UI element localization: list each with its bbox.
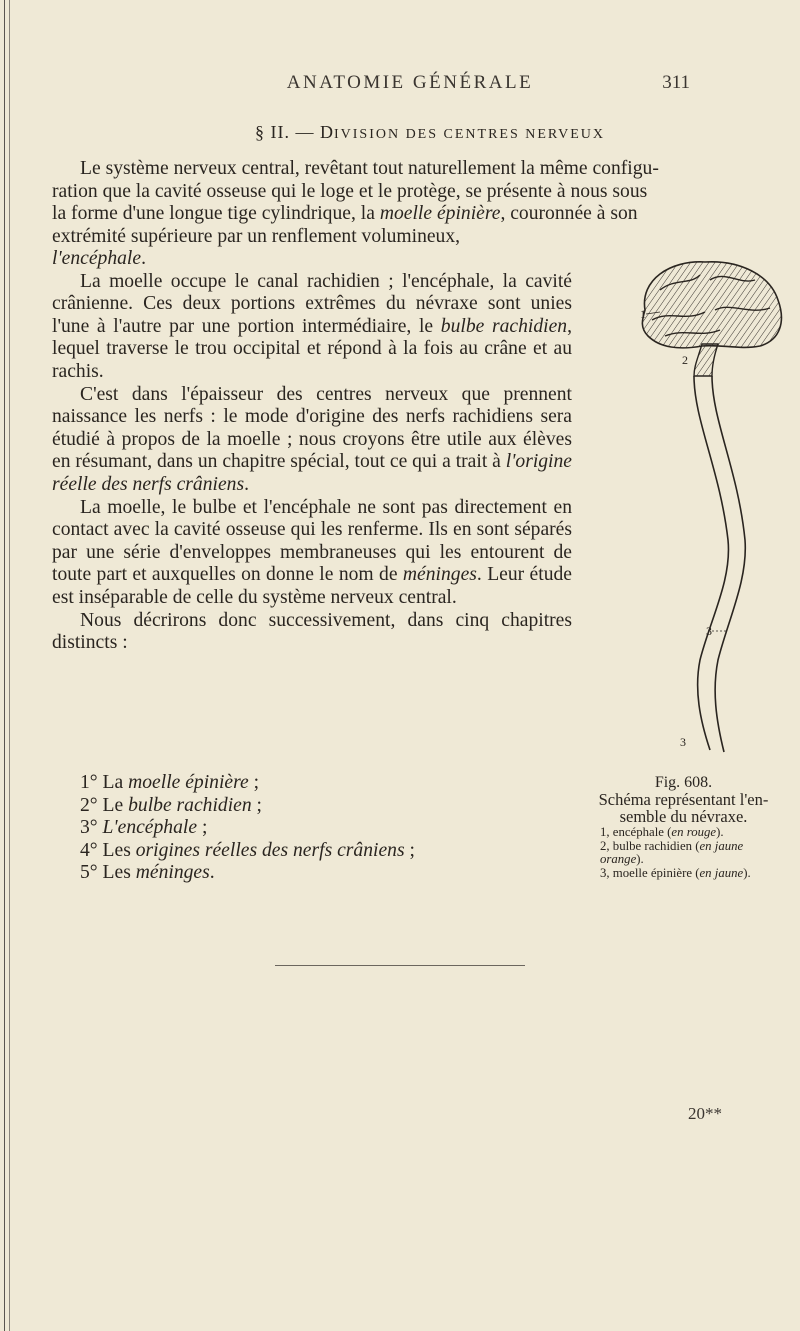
footnote-rule — [275, 965, 525, 966]
encephale-drawing — [642, 262, 781, 348]
paragraph: Nous décrirons donc successivement, dans cinq chapitres distincts : — [52, 609, 572, 654]
bulbe-drawing — [694, 344, 718, 376]
figure-label-1: 1 — [640, 307, 646, 321]
list-number: 1° — [80, 772, 103, 793]
legend-text: ). — [743, 865, 751, 880]
list-number: 3° — [80, 817, 103, 839]
section-title: IVISION DES CENTRES NERVEUX — [333, 127, 606, 142]
list-text: ; — [197, 817, 208, 839]
paragraph-text: . — [244, 473, 249, 495]
figure-number: Fig. 608. — [654, 774, 713, 791]
caption-line: semble du névraxe. — [619, 807, 748, 826]
list-term: moelle épinière — [128, 772, 249, 793]
paragraph-text: C'est dans l'épaisseur des centres nerveux que prennent naissance les nerfs : le mode d'origine des nerfs rachidiens sera étudié à propos de la moelle ; nous croyons être utile aux élèves en résumant, dans un chapitre spécial, tout ce qui a trait à — [52, 383, 572, 473]
section-title-initial: D — [319, 122, 334, 142]
running-title: ANATOMIE GÉNÉRALE — [286, 72, 534, 93]
list-text: Le — [102, 794, 129, 816]
intro-line: ration que la cavité osseuse qui le loge et le protège, se présente à nous sous — [52, 180, 648, 202]
figure-legend — [600, 826, 800, 880]
list-item — [52, 795, 572, 818]
legend-color: en rouge — [671, 825, 717, 839]
legend-item — [600, 826, 800, 840]
figure-caption — [576, 774, 791, 825]
intro-text: la forme d'une longue tige cylindrique, la — [52, 203, 380, 225]
list-term: origines réelles des nerfs crâniens — [135, 839, 405, 861]
list-number: 4° — [80, 839, 103, 861]
term-moelle: moelle épinière — [379, 203, 501, 225]
list-item — [52, 862, 572, 885]
paragraph-text: La moelle, le bulbe et l'encéphale ne sont pas directement en contact avec la cavité osseuse qui les renferme. Ils en sont séparés par une série d'enveloppes membraneuses qui les entourent de toute part et auxquelles on donne le nom de — [52, 496, 572, 586]
list-term: L'encéphale — [102, 817, 198, 839]
legend-text: 2, bulbe rachidien ( — [600, 838, 700, 853]
legend-color: en jaune — [699, 865, 744, 880]
paragraph-text: La moelle occupe le canal rachidien ; l'encéphale, la cavité crânienne. Ces deux portions extrêmes du névraxe sont unies l'une à l'autre par une portion intermédiaire, le — [52, 270, 572, 337]
page-number: 311 — [662, 72, 690, 93]
text-column — [52, 248, 572, 655]
list-term: bulbe rachidien — [128, 794, 252, 816]
list-text: Les — [102, 862, 136, 884]
term-meninges: méninges — [402, 564, 477, 586]
chapter-list — [52, 772, 572, 885]
nevraxe-figure — [590, 240, 790, 770]
list-item — [52, 817, 572, 840]
list-text: La — [102, 772, 129, 793]
signature-mark: 20** — [688, 1104, 722, 1123]
list-number: 5° — [80, 862, 103, 884]
term-bulbe: bulbe rachidien — [440, 315, 568, 337]
paragraph — [52, 384, 572, 497]
list-term: méninges — [135, 862, 210, 884]
running-header — [0, 72, 800, 102]
legend-text: 1, encéphale ( — [600, 825, 672, 839]
paragraph-text: . — [141, 248, 146, 269]
list-text: . — [209, 862, 215, 884]
intro-line: extrémité supérieure par un renflement volumineux, — [52, 225, 461, 247]
legend-color: orange — [600, 852, 637, 866]
list-text: Les — [102, 839, 136, 861]
legend-text: ). — [716, 825, 724, 839]
intro-text: , couronnée à son — [500, 203, 638, 225]
legend-item — [600, 853, 800, 867]
list-item — [52, 772, 572, 795]
legend-text: 3, moelle épinière ( — [600, 865, 700, 880]
paragraph — [52, 497, 572, 610]
intro-line: Le système nerveux central, revêtant tout naturellement la même configu- — [80, 158, 659, 179]
paragraph — [52, 271, 572, 384]
intro-paragraph — [52, 158, 767, 248]
legend-color: en jaune — [699, 838, 744, 853]
term-encephale: l'encéphale — [52, 248, 142, 269]
list-text: ; — [251, 794, 262, 816]
list-text: ; — [248, 772, 260, 793]
list-number: 2° — [80, 794, 103, 816]
paragraph-text: . Leur étude est inséparable de celle du système nerveux central. — [52, 564, 572, 608]
legend-item — [600, 840, 800, 854]
page-edge-line — [9, 0, 10, 1331]
paragraph-text: , lequel traverse le trou occipital et répond à la fois au crâne et au rachis. — [52, 315, 572, 382]
page-edge-line — [4, 0, 5, 1331]
term-origine: l'origine réelle des nerfs crâniens — [52, 451, 572, 495]
legend-text: ). — [636, 852, 644, 866]
section-heading — [150, 122, 710, 143]
figure-label-2: 2 — [682, 353, 688, 367]
list-item — [52, 840, 572, 863]
intro-line — [52, 203, 767, 226]
caption-line: Schéma représentant l'en- — [598, 790, 769, 809]
list-text: ; — [404, 839, 415, 861]
legend-item — [600, 867, 800, 881]
figure-label-3b: 3 — [680, 735, 686, 749]
figure-labels — [640, 307, 726, 749]
paragraph — [52, 248, 572, 271]
moelle-drawing — [694, 376, 745, 752]
figure-label-3: 3 — [706, 624, 712, 638]
section-number: § II. — — [254, 122, 320, 142]
